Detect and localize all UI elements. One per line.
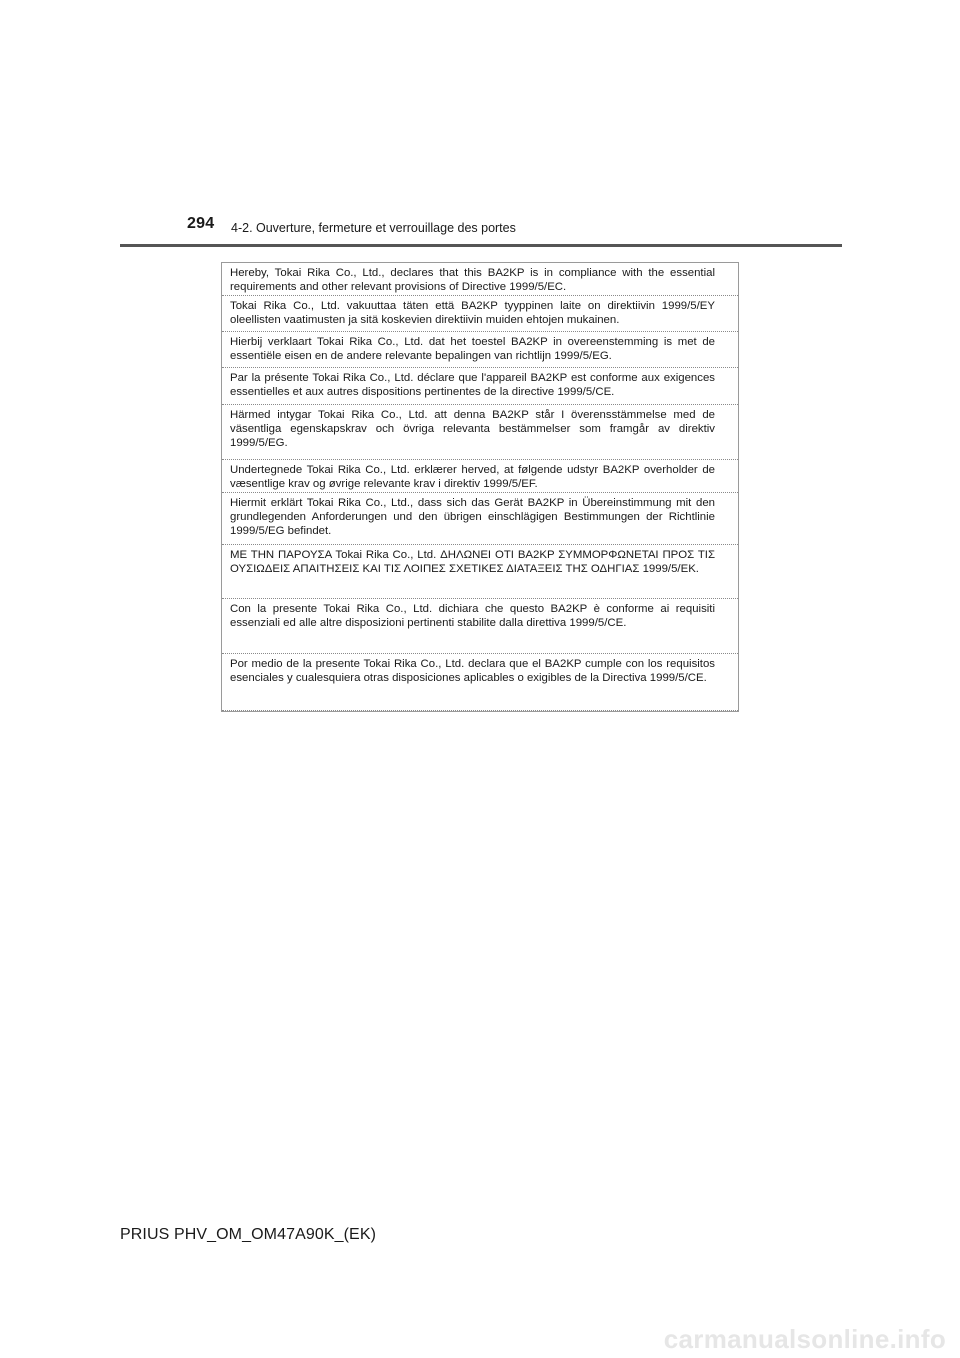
declaration-swedish: Härmed intygar Tokai Rika Co., Ltd. att denna BA2KP står I överensstämmelse med de väsentliga egenskapskrav och övriga relevanta bestämmelser som framgår av direktiv 1999/5/EG. [222, 405, 738, 460]
declaration-german: Hiermit erklärt Tokai Rika Co., Ltd., dass sich das Gerät BA2KP in Übereinstimmung mit den grundlegenden Anforderungen und den übrigen einschlägigen Bestimmungen der Richtlinie 1999/5/EG befindet. [222, 493, 738, 545]
declaration-finnish: Tokai Rika Co., Ltd. vakuuttaa täten että BA2KP tyyppinen laite on direktiivin 1999/5/EY oleellisten vaatimusten ja sitä koskevien direktiivin muiden ehtojen mukainen. [222, 296, 738, 332]
declaration-greek: ΜΕ ΤΗΝ ΠΑΡΟΥΣΑ Tokai Rika Co., Ltd. ΔΗΛΩΝΕΙ ΟΤΙ BA2KP ΣΥΜΜΟΡΦΩΝΕΤΑΙ ΠΡΟΣ ΤΙΣ ΟΥΣΙΩΔΕΙΣ ΑΠΑΙΤΗΣΕΙΣ ΚΑΙ ΤΙΣ ΛΟΙΠΕΣ ΣΧΕΤΙΚΕΣ ΔΙΑΤΑΞΕΙΣ ΤΗΣ ΟΔΗΓΙΑΣ 1999/5/ΕΚ. [222, 545, 738, 599]
declaration-spanish: Por medio de la presente Tokai Rika Co., Ltd. declara que el BA2KP cumple con los requisitos esenciales y cualesquiera otras disposiciones aplicables o exigibles de la Directiva 1999/5/CE. [222, 654, 738, 711]
declaration-italian: Con la presente Tokai Rika Co., Ltd. dichiara che questo BA2KP è conforme ai requisiti essenziali ed alle altre disposizioni pertinenti stabilite dalla direttiva 1999/5/CE. [222, 599, 738, 654]
declaration-dutch: Hierbij verklaart Tokai Rika Co., Ltd. dat het toestel BA2KP in overeenstemming is met de essentiële eisen en de andere relevante bepalingen van richtlijn 1999/5/EG. [222, 332, 738, 368]
header-divider [120, 244, 842, 247]
watermark-text: carmanualsonline.info [663, 1324, 946, 1354]
footer-model-code: PRIUS PHV_OM_OM47A90K_(EK) [120, 1226, 377, 1243]
declaration-english: Hereby, Tokai Rika Co., Ltd., declares that this BA2KP is in compliance with the essential requirements and other relevant provisions of Directive 1999/5/EC. [222, 263, 738, 296]
declarations-table [221, 262, 739, 712]
section-title: 4-2. Ouverture, fermeture et verrouillage des portes [231, 221, 516, 235]
declaration-danish: Undertegnede Tokai Rika Co., Ltd. erklærer herved, at følgende udstyr BA2KP overholder de væsentlige krav og øvrige relevante krav i direktiv 1999/5/EF. [222, 460, 738, 493]
page-number: 294 [187, 215, 215, 232]
declaration-french: Par la présente Tokai Rika Co., Ltd. déclare que l'appareil BA2KP est conforme aux exigences essentielles et aux autres dispositions pertinentes de la directive 1999/5/CE. [222, 368, 738, 405]
